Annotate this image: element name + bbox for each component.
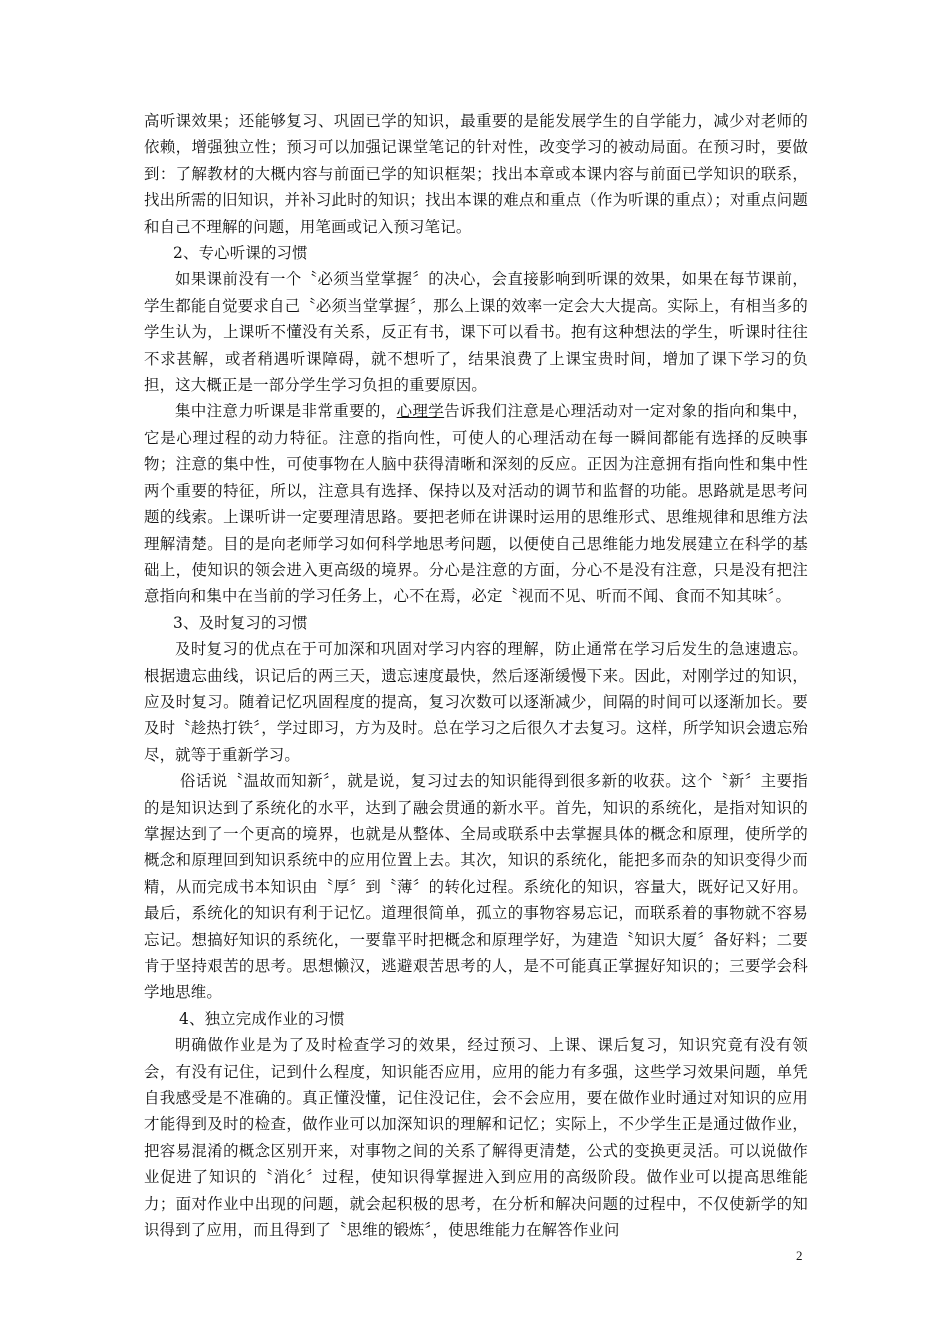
paragraph-text: 告诉我们注意是心理活动对一定对象的指向和集中，它是心理过程的动力特征。注意的指向性，可使人的心理活动在每一瞬间都能有选择的反映事物；注意的集中性，可使事物在人脑中获得清晰和深刻的反应。正因为注意拥有指向性和集中性两个重要的特征，所以，注意具有选择、保持以及对活动的调节和监督的功能。思路就是思考问题的线索。上课听讲一定要理清思路。要把老师在讲课时运用的思维形式、思维规律和思维方法理解清楚。目的是向老师学习如何科学地思考问题，以便使自己思维能力地发展建立在科学的基础上，使知识的领会进入更高级的境界。分心是注意的方面，分心不是没有注意，只是没有把注意指向和集中在当前的学习任务上，心不在焉，必定〝视而不见、听而不闻、食而不知其味〞。	[144, 402, 808, 606]
paragraph-text: 集中注意力听课是非常重要的，	[175, 402, 397, 421]
paragraph-review-new-knowledge: 俗话说〝温故而知新〞，就是说，复习过去的知识能得到很多新的收获。这个〝新〞主要指的是知识达到了系统化的水平，达到了融会贯通的新水平。首先，知识的系统化，是指对知识的掌握达到了一个更高的境界，也就是从整体、全局或联系中去掌握具体的概念和原理，使所学的概念和原理回到知识系统中的应用位置上去。其次，知识的系统化，能把多而杂的知识变得少而精，从而完成书本知识由〝厚〞到〝薄〞的转化过程。系统化的知识，容量大，既好记又好用。最后，系统化的知识有利于记忆。道理很简单，孤立的事物容易忘记，而联系着的事物就不容易忘记。想搞好知识的系统化，一要靠平时把概念和原理学好，为建造〝知识大厦〞备好料；二要肯于坚持艰苦的思考。思想懒汉，逃避艰苦思考的人，是不可能真正掌握好知识的；三要学会科学地思维。	[144, 772, 808, 1002]
paragraph-listening-resolve: 如果课前没有一个〝必须当堂掌握〞的决心，会直接影响到听课的效果，如果在每节课前，学生都能自觉要求自己〝必须当堂掌握〞，那么上课的效率一定会大大提高。实际上，有相当多的学生认为，上课听不懂没有关系，反正有书，课下可以看书。抱有这种想法的学生，听课时往往不求甚解，或者稍遇听课障碍，就不想听了，结果浪费了上课宝贵时间，增加了课下学习的负担，这大概正是一部分学生学习负担的重要原因。	[144, 270, 808, 395]
psychology-link[interactable]: 心理学	[396, 402, 445, 421]
paragraph-homework: 明确做作业是为了及时检查学习的效果，经过预习、上课、课后复习，知识究竟有没有领会，有没有记住，记到什么程度，知识能否应用，应用的能力有多强，这些学习效果问题，单凭自我感受是不准确的。真正懂没懂，记住没记住，会不会应用，要在做作业时通过对知识的应用才能得到及时的检查，做作业可以加深知识的理解和记忆；实际上，不少学生正是通过做作业，把容易混淆的概念区别开来，对事物之间的关系了解得更清楚，公式的变换更灵活。可以说做作业促进了知识的〝消化〞过程，使知识得掌握进入到应用的高级阶段。做作业可以提高思维能力；面对作业中出现的问题，就会起积极的思考，在分析和解决问题的过程中，不仅使新学的知识得到了应用，而且得到了〝思维的锻炼〞，使思维能力在解答作业问	[144, 1036, 808, 1240]
paragraph-preview-continued: 高听课效果；还能够复习、巩固已学的知识，最重要的是能发展学生的自学能力，减少对老师的依赖，增强独立性；预习可以加强记课堂笔记的针对性，改变学习的被动局面。在预习时，要做到：了解教材的大概内容与前面已学的知识框架；找出本章或本课内容与前面已学知识的联系，找出所需的旧知识，并补习此时的知识；找出本课的难点和重点（作为听课的重点）；对重点问题和自己不理解的问题，用笔画或记入预习笔记。	[144, 112, 808, 236]
heading-independent-homework: 4、独立完成作业的习惯	[179, 1009, 345, 1028]
paragraph-review-benefits: 及时复习的优点在于可加深和巩固对学习内容的理解，防止通常在学习后发生的急速遗忘。根据遗忘曲线，识记后的两三天，遗忘速度最快，然后逐渐缓慢下来。因此，对刚学过的知识，应及时复习。随着记忆巩固程度的提高，复习次数可以逐渐减少，间隔的时间可以逐渐加长。要及时〝趁热打铁〞，学过即习，方为及时。总在学习之后很久才去复习。这样，所学知识会遗忘殆尽，就等于重新学习。	[144, 640, 808, 764]
heading-timely-review: 3、及时复习的习惯	[173, 613, 308, 632]
document-body	[144, 108, 808, 1243]
heading-attentive-listening: 2、专心听课的习惯	[173, 244, 308, 263]
page-number: 2	[796, 1248, 803, 1263]
paragraph-concentration	[144, 398, 808, 609]
